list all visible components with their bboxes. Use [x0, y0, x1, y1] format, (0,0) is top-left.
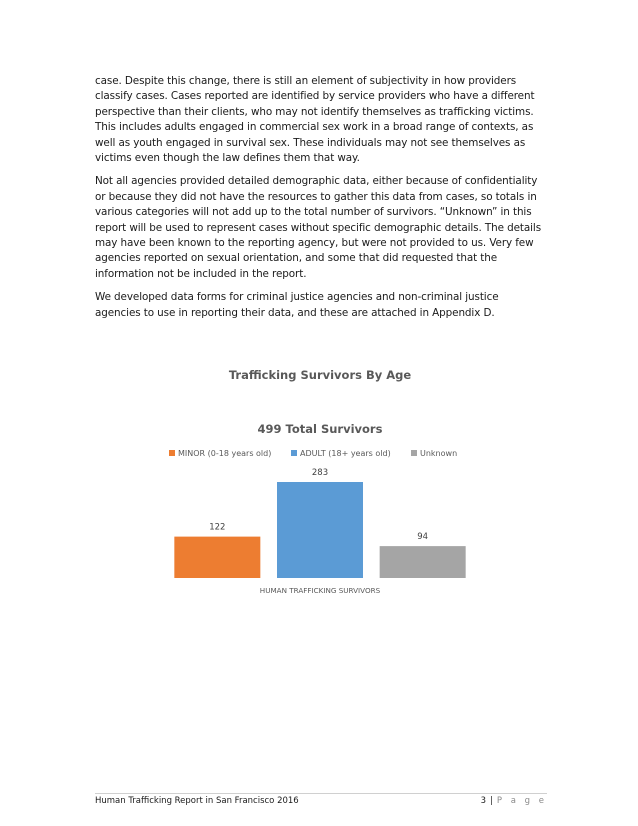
- legend-label: Unknown: [420, 449, 458, 458]
- footer: [95, 796, 547, 806]
- footer-title: Human Trafficking Report in San Francisco 2016: [95, 796, 299, 806]
- legend-swatch: [169, 450, 175, 456]
- page-separator: |: [490, 796, 493, 806]
- bar-data-label: 122: [209, 522, 226, 533]
- chart-bars: [174, 468, 465, 578]
- chart-subtitle: 499 Total Survivors: [257, 422, 383, 436]
- legend-label: MINOR (0-18 years old): [178, 449, 272, 458]
- paragraph: case. Despite this change, there is still an element of subjectivity in how providers classify cases. Cases reported are identified by service providers who have a different perspective than their clients, who may not identify themselves as trafficking victims. This includes adults engaged in commercial sex work in a broad range of contexts, as well as youth engaged in survival sex. These individuals may not see themselves as victims even though the law defines them that way.: [95, 75, 535, 165]
- paragraph: Not all agencies provided detailed demographic data, either because of confidentiality or because they did not have the resources to gather this data from cases, so totals in various categories will not add up to the total number of survivors. “Unknown” in this report will be used to represent cases without specific demographic details. The details may have been known to the reporting agency, but were not provided to us. Very few agencies reported on sexual orientation, and some that did requested that the information not be included in the report.: [95, 175, 542, 280]
- page-label: P a g e: [496, 796, 547, 806]
- bar-data-label: 94: [417, 532, 429, 543]
- legend-label: ADULT (18+ years old): [300, 449, 391, 458]
- footer-divider: [95, 793, 547, 794]
- legend-swatch: [411, 450, 417, 456]
- legend-swatch: [291, 450, 297, 456]
- chart-title: Trafficking Survivors By Age: [228, 368, 412, 382]
- body-text: [95, 74, 547, 329]
- x-axis-label: HUMAN TRAFFICKING SURVIVORS: [259, 586, 381, 595]
- bar: [277, 482, 363, 578]
- bar: [380, 546, 466, 578]
- page-indicator: [481, 796, 547, 806]
- page-number: 3: [480, 796, 487, 806]
- paragraph: We developed data forms for criminal justice agencies and non-criminal justice agencies to use in reporting their data, and these are attached in Appendix D.: [95, 291, 499, 319]
- chart: [150, 360, 490, 600]
- bar: [174, 537, 260, 578]
- chart-legend: [169, 449, 457, 458]
- bar-data-label: 283: [311, 468, 329, 478]
- chart-svg: [150, 360, 490, 600]
